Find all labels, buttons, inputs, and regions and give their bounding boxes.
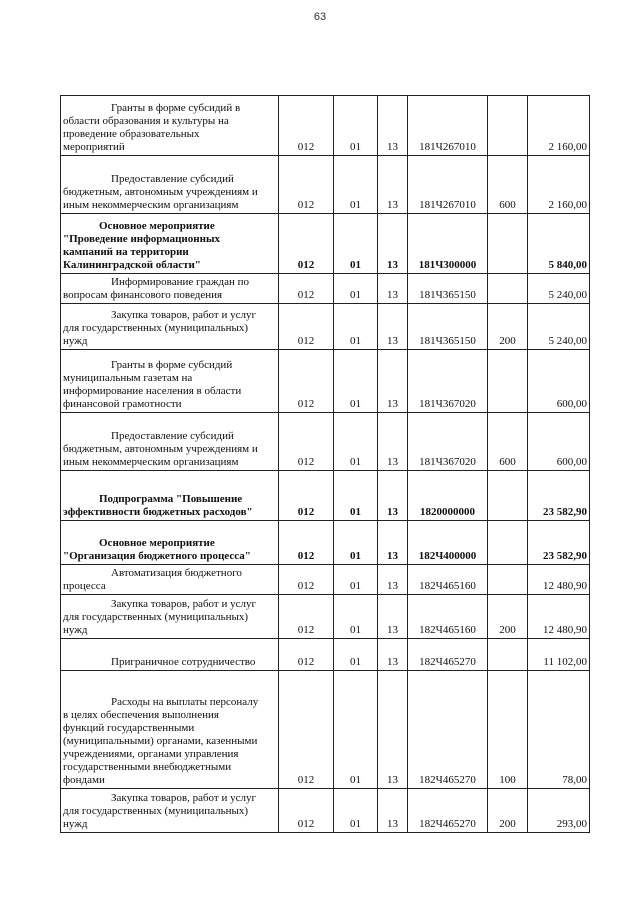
ministry-code-cell: 012 <box>279 96 334 156</box>
row-name-cell <box>61 304 279 350</box>
row-name-line: "Проведение информационных <box>63 233 221 245</box>
row-name-line: Закупка товаров, работ и услуг <box>111 598 256 610</box>
table-row <box>61 671 590 789</box>
row-name-line: Приграничное сотрудничество <box>111 656 256 668</box>
expense-type-cell <box>488 639 528 671</box>
subsection-code-cell: 13 <box>378 639 408 671</box>
row-name-line: Закупка товаров, работ и услуг <box>111 309 256 321</box>
amount-cell: 23 582,90 <box>528 521 590 565</box>
subsection-code-cell: 13 <box>378 789 408 833</box>
row-name-cell <box>61 671 279 789</box>
row-name-line: Закупка товаров, работ и услуг <box>111 792 256 804</box>
target-article-cell: 181Ч367020 <box>408 413 488 471</box>
section-code-cell: 01 <box>334 304 378 350</box>
row-name-line: Автоматизация бюджетного <box>111 567 242 579</box>
subsection-code-cell: 13 <box>378 350 408 413</box>
expense-type-cell <box>488 521 528 565</box>
row-name-line: (муниципальными) органами, казенными <box>63 735 258 747</box>
amount-cell: 600,00 <box>528 350 590 413</box>
ministry-code-cell: 012 <box>279 595 334 639</box>
row-name-line: мероприятий <box>63 141 125 153</box>
section-code-cell: 01 <box>334 521 378 565</box>
row-name-cell <box>61 521 279 565</box>
subsection-code-cell: 13 <box>378 96 408 156</box>
ministry-code-cell: 012 <box>279 350 334 413</box>
row-name-cell <box>61 565 279 595</box>
subsection-code-cell: 13 <box>378 156 408 214</box>
row-name-line: нужд <box>63 624 88 636</box>
amount-cell: 12 480,90 <box>528 595 590 639</box>
row-name-line: в целях обеспечения выполнения <box>63 709 219 721</box>
expense-type-cell <box>488 214 528 274</box>
amount-cell: 5 840,00 <box>528 214 590 274</box>
table-row <box>61 789 590 833</box>
row-name-cell <box>61 639 279 671</box>
subsection-code-cell: 13 <box>378 214 408 274</box>
row-name-cell <box>61 413 279 471</box>
ministry-code-cell: 012 <box>279 789 334 833</box>
table-row <box>61 639 590 671</box>
amount-cell: 78,00 <box>528 671 590 789</box>
ministry-code-cell: 012 <box>279 156 334 214</box>
target-article-cell: 182Ч465270 <box>408 639 488 671</box>
ministry-code-cell: 012 <box>279 274 334 304</box>
expense-type-cell: 200 <box>488 595 528 639</box>
table-row <box>61 350 590 413</box>
target-article-cell: 182Ч465160 <box>408 565 488 595</box>
row-name-line: Калининградской области" <box>63 259 201 271</box>
target-article-cell: 181Ч267010 <box>408 96 488 156</box>
page-number: 63 <box>313 11 327 23</box>
row-name-line: процесса <box>63 580 106 592</box>
target-article-cell: 181Ч365150 <box>408 304 488 350</box>
row-name-line: функций государственными <box>63 722 195 734</box>
row-name-line: Предоставление субсидий <box>111 173 234 185</box>
target-article-cell: 182Ч400000 <box>408 521 488 565</box>
row-name-cell <box>61 350 279 413</box>
section-code-cell: 01 <box>334 565 378 595</box>
row-name-line: муниципальным газетам на <box>63 372 193 384</box>
section-code-cell: 01 <box>334 156 378 214</box>
amount-cell: 11 102,00 <box>528 639 590 671</box>
expense-type-cell: 100 <box>488 671 528 789</box>
row-name-line: бюджетным, автономным учреждениям и <box>63 443 258 455</box>
table-row <box>61 595 590 639</box>
row-name-line: Гранты в форме субсидий в <box>111 102 241 114</box>
expense-type-cell: 200 <box>488 789 528 833</box>
table-row <box>61 565 590 595</box>
subsection-code-cell: 13 <box>378 274 408 304</box>
section-code-cell: 01 <box>334 274 378 304</box>
subsection-code-cell: 13 <box>378 671 408 789</box>
row-name-line: государственными внебюджетными <box>63 761 232 773</box>
ministry-code-cell: 012 <box>279 471 334 521</box>
table-row <box>61 156 590 214</box>
row-name-line: фондами <box>63 774 105 786</box>
section-code-cell: 01 <box>334 96 378 156</box>
target-article-cell: 1820000000 <box>408 471 488 521</box>
section-code-cell: 01 <box>334 350 378 413</box>
subsection-code-cell: 13 <box>378 521 408 565</box>
expense-type-cell: 600 <box>488 413 528 471</box>
subsection-code-cell: 13 <box>378 304 408 350</box>
row-name-line: Гранты в форме субсидий <box>111 359 233 371</box>
table-row <box>61 304 590 350</box>
table-row <box>61 521 590 565</box>
row-name-line: информирование населения в области <box>63 385 242 397</box>
row-name-cell <box>61 156 279 214</box>
row-name-line: области образования и культуры на <box>63 115 229 127</box>
target-article-cell: 181Ч367020 <box>408 350 488 413</box>
table-row <box>61 413 590 471</box>
section-code-cell: 01 <box>334 671 378 789</box>
row-name-cell <box>61 595 279 639</box>
row-name-line: Информирование граждан по <box>111 276 249 288</box>
ministry-code-cell: 012 <box>279 304 334 350</box>
subsection-code-cell: 13 <box>378 565 408 595</box>
row-name-line: Расходы на выплаты персоналу <box>111 696 259 708</box>
expense-type-cell: 600 <box>488 156 528 214</box>
row-name-line: "Организация бюджетного процесса" <box>63 550 251 562</box>
row-name-cell <box>61 214 279 274</box>
section-code-cell: 01 <box>334 471 378 521</box>
table-body <box>61 96 590 833</box>
target-article-cell: 181Ч300000 <box>408 214 488 274</box>
amount-cell: 600,00 <box>528 413 590 471</box>
section-code-cell: 01 <box>334 214 378 274</box>
row-name-line: Подпрограмма "Повышение <box>99 493 243 505</box>
section-code-cell: 01 <box>334 639 378 671</box>
expense-type-cell <box>488 471 528 521</box>
expense-type-cell <box>488 565 528 595</box>
subsection-code-cell: 13 <box>378 595 408 639</box>
amount-cell: 12 480,90 <box>528 565 590 595</box>
row-name-line: финансовой грамотности <box>63 398 182 410</box>
row-name-line: для государственных (муниципальных) <box>63 611 249 623</box>
table-row <box>61 96 590 156</box>
row-name-line: нужд <box>63 335 88 347</box>
amount-cell: 2 160,00 <box>528 96 590 156</box>
row-name-line: иным некоммерческим организациям <box>63 456 239 468</box>
expense-type-cell: 200 <box>488 304 528 350</box>
table-row <box>61 471 590 521</box>
row-name-line: для государственных (муниципальных) <box>63 805 249 817</box>
row-name-line: Предоставление субсидий <box>111 430 234 442</box>
section-code-cell: 01 <box>334 789 378 833</box>
row-name-cell <box>61 96 279 156</box>
target-article-cell: 181Ч365150 <box>408 274 488 304</box>
amount-cell: 2 160,00 <box>528 156 590 214</box>
row-name-line: для государственных (муниципальных) <box>63 322 249 334</box>
subsection-code-cell: 13 <box>378 413 408 471</box>
ministry-code-cell: 012 <box>279 521 334 565</box>
amount-cell: 293,00 <box>528 789 590 833</box>
expense-type-cell <box>488 96 528 156</box>
section-code-cell: 01 <box>334 595 378 639</box>
target-article-cell: 181Ч267010 <box>408 156 488 214</box>
ministry-code-cell: 012 <box>279 671 334 789</box>
row-name-line: учреждениями, органами управления <box>63 748 239 760</box>
budget-table <box>60 95 590 833</box>
target-article-cell: 182Ч465160 <box>408 595 488 639</box>
row-name-line: Основное мероприятие <box>99 220 215 232</box>
ministry-code-cell: 012 <box>279 214 334 274</box>
section-code-cell: 01 <box>334 413 378 471</box>
table-row <box>61 214 590 274</box>
amount-cell: 5 240,00 <box>528 274 590 304</box>
row-name-line: иным некоммерческим организациям <box>63 199 239 211</box>
subsection-code-cell: 13 <box>378 471 408 521</box>
target-article-cell: 182Ч465270 <box>408 789 488 833</box>
row-name-line: Основное мероприятие <box>99 537 215 549</box>
row-name-line: кампаний на территории <box>63 246 189 258</box>
row-name-line: вопросам финансового поведения <box>63 289 223 301</box>
amount-cell: 23 582,90 <box>528 471 590 521</box>
ministry-code-cell: 012 <box>279 413 334 471</box>
row-name-line: проведение образовательных <box>63 128 200 140</box>
ministry-code-cell: 012 <box>279 639 334 671</box>
target-article-cell: 182Ч465270 <box>408 671 488 789</box>
expense-type-cell <box>488 274 528 304</box>
row-name-cell <box>61 471 279 521</box>
row-name-line: нужд <box>63 818 88 830</box>
table-row <box>61 274 590 304</box>
row-name-cell <box>61 274 279 304</box>
row-name-line: бюджетным, автономным учреждениям и <box>63 186 258 198</box>
ministry-code-cell: 012 <box>279 565 334 595</box>
expense-type-cell <box>488 350 528 413</box>
row-name-cell <box>61 789 279 833</box>
amount-cell: 5 240,00 <box>528 304 590 350</box>
row-name-line: эффективности бюджетных расходов" <box>63 506 253 518</box>
